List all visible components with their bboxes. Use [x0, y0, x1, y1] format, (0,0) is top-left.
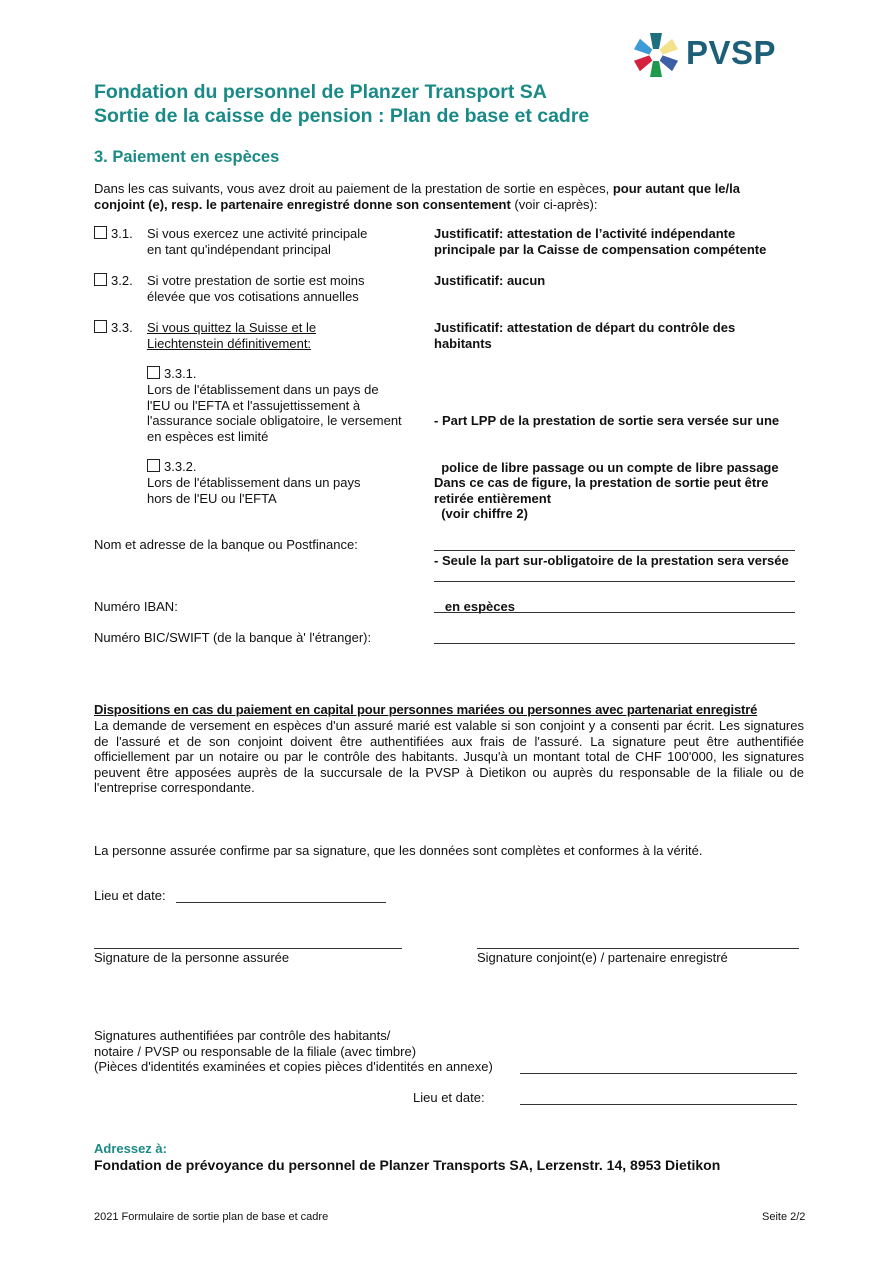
suboption-line: en espèces est limité [147, 428, 269, 444]
suboption-3-3-1-details [434, 382, 789, 630]
option-3-2-description [147, 273, 365, 304]
address-label: Adressez à: [94, 1141, 167, 1156]
intro-bold-text: pour autant que le/la conjoint (e), resp. le partenaire enregistré donne son consentement [94, 181, 740, 212]
checkbox-3-3[interactable] [94, 320, 107, 333]
suboption-line: Lors de l'établissement dans un pays [147, 475, 361, 490]
option-3-1 [94, 226, 133, 242]
bank-name-field[interactable] [434, 537, 795, 551]
section-heading: 3. Paiement en espèces [94, 148, 280, 166]
option-3-2 [94, 273, 133, 289]
suboption-number: 3.3.2. [164, 459, 197, 474]
option-3-1-description [147, 226, 367, 257]
intro-end-text: (voir ci-après): [510, 196, 598, 212]
suboption-3-3-1 [147, 366, 197, 382]
detail-line: police de libre passage ou un compte de libre passage [434, 459, 779, 475]
option-3-2-justification [434, 273, 545, 289]
document-title-line1: Fondation du personnel de Planzer Transport SA [94, 81, 547, 103]
option-line: Si votre prestation de sortie est moins [147, 273, 365, 288]
authentication-line: notaire / PVSP ou responsable de la filiale (avec timbre) [94, 1043, 417, 1059]
section-intro [94, 181, 794, 212]
suboption-3-3-2 [147, 459, 197, 475]
iban-field[interactable] [434, 599, 795, 613]
detail-line: (voir chiffre 2) [434, 506, 528, 521]
checkbox-3-3-2[interactable] [147, 459, 160, 472]
suboption-3-3-1-description [147, 382, 402, 444]
justification-line: Justificatif: attestation de l’activité indépendante [434, 226, 736, 241]
option-3-3-justification [434, 320, 735, 351]
authentication-line: (Pièces d'identités examinées et copies pièces d'identités en annexe) [94, 1059, 493, 1074]
authentication-line: Signatures authentifiées par contrôle des habitants/ [94, 1028, 391, 1043]
justification-line: Justificatif: attestation de départ du contrôle des [434, 320, 736, 335]
document-title-line2: Sortie de la caisse de pension : Plan de base et cadre [94, 105, 590, 127]
signature-partner-field[interactable] [477, 934, 799, 949]
option-number: 3.3. [111, 320, 133, 335]
suboption-3-3-2-details [434, 475, 769, 506]
bank-address-field[interactable] [434, 568, 795, 582]
option-number: 3.2. [111, 273, 133, 288]
bic-field[interactable] [434, 630, 795, 644]
dispositions-body: La demande de versement en espèces d'un assuré marié est valable si son conjoint y a consenti par écrit. Les signatures de l'assuré et de son conjoint doivent être authentifiées aux frais de l'assuré. La signature peut être authentifiée officiellement par un notaire ou par le contrôle des habitants. Jusqu'à un montant total de CHF 100'000, les signatures peuvent être apposées auprès de la succursale de la PVSP à Dietikon ou auprès du responsable de la filiale ou de l'entreprise correspondante. [94, 718, 804, 795]
dispositions-heading: Dispositions en cas du paiement en capital pour personnes mariées ou personnes avec partenariat enregistré [94, 702, 758, 717]
option-line: Si vous exercez une activité principale [147, 226, 368, 241]
authentication-place-date-label: Lieu et date: [413, 1090, 485, 1105]
option-3-3 [94, 320, 133, 336]
signature-insured-label: Signature de la personne assurée [94, 950, 290, 965]
address-text: Fondation de prévoyance du personnel de Planzer Transports SA, Lerzenstr. 14, 8953 Dietikon [94, 1157, 721, 1173]
justification-line: Justificatif: aucun [434, 273, 546, 288]
iban-label: Numéro IBAN: [94, 599, 178, 614]
option-line: élevée que vos cotisations annuelles [147, 288, 359, 304]
detail-line: - Seule la part sur-obligatoire de la prestation sera versée [434, 552, 789, 568]
justification-line: habitants [434, 335, 492, 351]
place-date-field[interactable] [176, 888, 386, 903]
option-number: 3.1. [111, 226, 133, 241]
footer-left: 2021 Formulaire de sortie plan de base et cadre [94, 1211, 329, 1223]
checkbox-3-3-1[interactable] [147, 366, 160, 379]
detail-line: en espèces [434, 599, 515, 614]
bank-name-label: Nom et adresse de la banque ou Postfinance: [94, 537, 358, 552]
checkbox-3-2[interactable] [94, 273, 107, 286]
suboption-line: Lors de l'établissement dans un pays de [147, 382, 379, 397]
authentication-text [94, 1028, 493, 1075]
confirmation-text: La personne assurée confirme par sa signature, que les données sont complètes et conformes à la vérité. [94, 843, 703, 858]
checkbox-3-1[interactable] [94, 226, 107, 239]
option-line: Si vous quittez la Suisse et le [147, 320, 317, 335]
place-date-label: Lieu et date: [94, 888, 166, 903]
suboption-3-3-2-description [147, 475, 361, 506]
justification-line: principale par la Caisse de compensation compétente [434, 241, 767, 257]
suboption-line: l'EU ou l'EFTA et l'assujettissement à [147, 397, 361, 413]
option-3-3-description [147, 320, 316, 351]
signature-insured-field[interactable] [94, 934, 402, 949]
option-line: Liechtenstein définitivement: [147, 335, 312, 351]
detail-line: Dans ce cas de figure, la prestation de sortie peut être [434, 475, 769, 490]
pvsp-flower-icon [632, 31, 680, 79]
authentication-place-date-field[interactable] [520, 1090, 797, 1105]
intro-text: Dans les cas suivants, vous avez droit au paiement de la prestation de sortie en espèces, [94, 181, 613, 196]
suboption-number: 3.3.1. [164, 366, 197, 381]
bic-label: Numéro BIC/SWIFT (de la banque à' l'étranger): [94, 630, 372, 645]
logo-text: PVSP [686, 34, 777, 71]
footer-page-number: Seite 2/2 [762, 1211, 806, 1223]
pvsp-logo [632, 30, 802, 82]
signature-partner-label: Signature conjoint(e) / partenaire enregistré [477, 950, 728, 965]
suboption-line: l'assurance sociale obligatoire, le versement [147, 413, 402, 428]
option-3-1-justification [434, 226, 766, 257]
option-line: en tant qu'indépendant principal [147, 241, 331, 257]
detail-line: - Part LPP de la prestation de sortie sera versée sur une [434, 413, 780, 428]
detail-line: retirée entièrement [434, 490, 552, 506]
authentication-signature-field[interactable] [520, 1059, 797, 1074]
suboption-line: hors de l'EU ou l'EFTA [147, 490, 277, 506]
